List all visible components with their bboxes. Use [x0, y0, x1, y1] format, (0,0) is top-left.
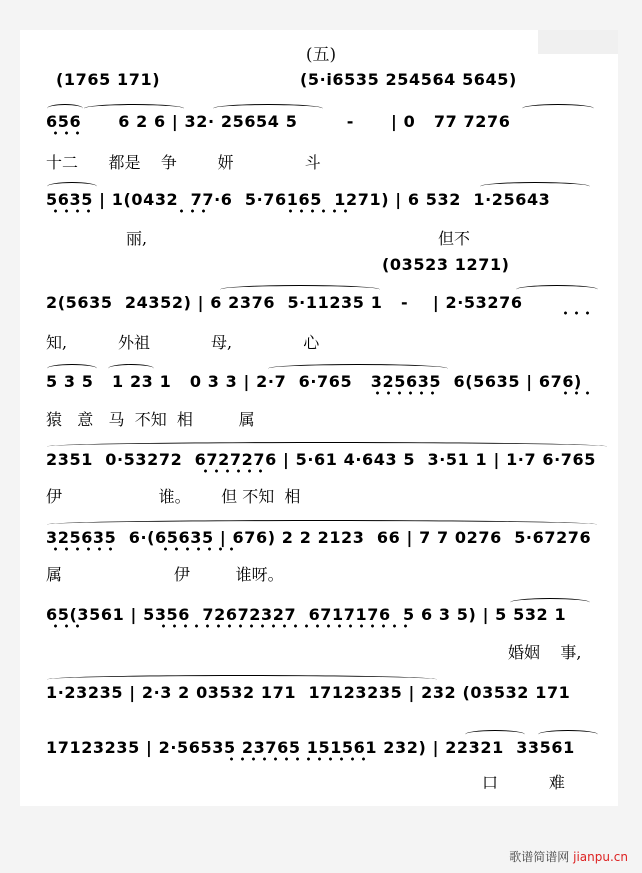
octave-dots: [158, 624, 408, 628]
watermark-name: 歌谱简谱网: [509, 850, 570, 864]
octave-dots: [50, 547, 116, 551]
slur: [84, 104, 184, 113]
octave-dots: [50, 624, 83, 628]
octave-dots: [176, 209, 206, 213]
slur: [220, 285, 380, 294]
slur: [47, 182, 97, 191]
lyric-line: 知, 外祖 母, 心: [46, 333, 320, 352]
lyric-line: 但不: [438, 229, 471, 248]
octave-dots: [560, 311, 593, 315]
slur: [47, 442, 607, 451]
slur: [47, 104, 83, 113]
slur: [47, 520, 597, 529]
octave-dots: [160, 547, 240, 551]
section-title: (五): [305, 45, 337, 65]
slur: [47, 364, 97, 373]
slur: [47, 675, 437, 684]
slur: [465, 730, 525, 739]
lyric-line: 猿 意 马 不知 相 属: [46, 410, 255, 429]
notation-line: 2(5635 24352) | 6 2376 5·11235 1 - | 2·53276: [46, 293, 523, 312]
octave-dots: [226, 757, 366, 761]
octave-dots: [560, 391, 593, 395]
slur: [510, 598, 590, 607]
octave-dots: [372, 391, 442, 395]
notation-line: 5635 | 1(0432 77·6 5·76165 1271) | 6 532 1·25643: [46, 190, 551, 209]
watermark-url: jianpu.cn: [573, 850, 628, 864]
notation-line: 2351 0·53272 6727276 | 5·61 4·643 5 3·51 1 | 1·7 6·765: [46, 450, 596, 469]
notation-line: (5·i6535 254564 5645): [300, 70, 517, 89]
octave-dots: [200, 469, 270, 473]
slur: [213, 104, 323, 113]
notation-line: 656 6 2 6 | 32· 25654 5 - | 0 77 7276: [46, 112, 511, 131]
octave-dots: [50, 131, 83, 135]
octave-dots: [285, 209, 351, 213]
lyric-line: 口 难: [482, 773, 565, 792]
watermark: [509, 848, 628, 865]
slur: [516, 285, 598, 294]
notation-line: (1765 171): [56, 70, 161, 89]
notation-line: 17123235 | 2·56535 23765 151561 232) | 22321 33561: [46, 738, 575, 757]
notation-line: 5 3 5 1 23 1 0 3 3 | 2·7 6·765 325635 6(5635 | 676): [46, 372, 582, 391]
notation-line: (03523 1271): [382, 255, 510, 274]
lyric-line: 属 伊 谁呀。: [46, 565, 284, 584]
lyric-line: 丽,: [126, 229, 148, 248]
lyric-line: 伊 谁。 但 不知 相: [46, 487, 301, 506]
octave-dots: [50, 209, 94, 213]
slur: [108, 364, 154, 373]
notation-line: 325635 6·(65635 | 676) 2 2 2123 66 | 7 7 0276 5·67276: [46, 528, 592, 547]
lyric-line: 十二 都是 争 妍 斗: [46, 153, 321, 172]
slur: [538, 730, 598, 739]
slur: [522, 104, 594, 113]
lyric-line: 婚姻 事,: [508, 643, 582, 662]
notation-line: 65(3561 | 5356 72672327 6717176 5 6 3 5) | 5 532 1: [46, 605, 567, 624]
notation-line: 1·23235 | 2·3 2 03532 171 17123235 | 232 (03532 171: [46, 683, 571, 702]
slur: [268, 364, 448, 373]
slur: [480, 182, 590, 191]
